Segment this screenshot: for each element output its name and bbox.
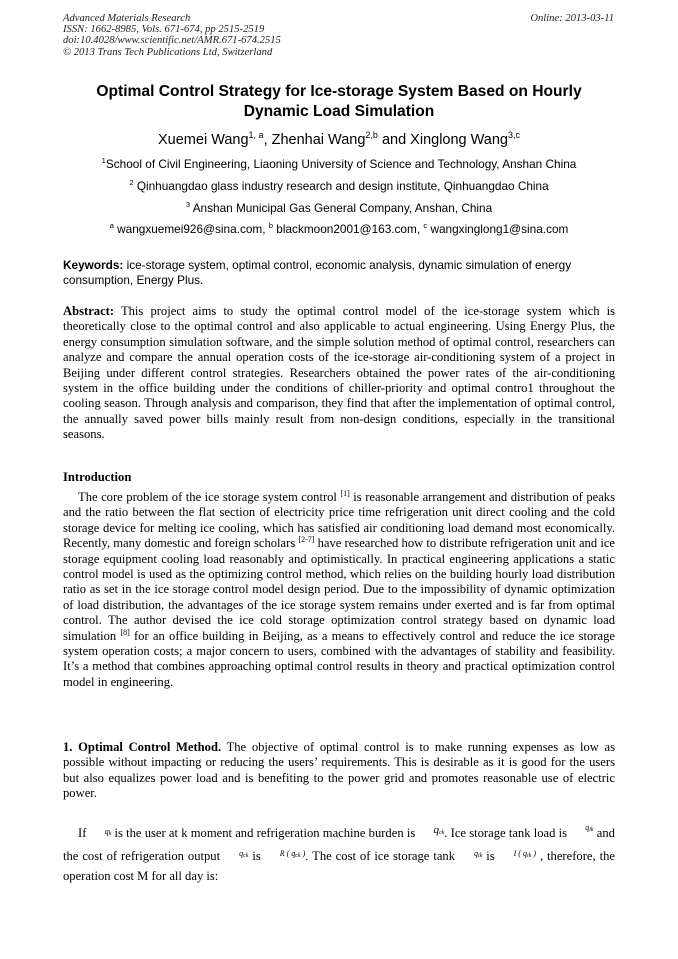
- affiliation-2: [63, 179, 615, 193]
- email-b[interactable]: blackmoon2001@163.com,: [273, 222, 424, 236]
- section-1-heading: 1. Optimal Control Method.: [63, 740, 222, 754]
- math-subscript: ck: [243, 853, 249, 859]
- keywords: [63, 258, 615, 287]
- math-symbol: R: [279, 849, 285, 858]
- math-subscript: ik: [477, 853, 483, 859]
- keywords-text: ice-storage system, optimal control, economic analysis, dynamic simulation of energy consumption, Energy Plus.: [63, 258, 572, 287]
- affiliation-3: [63, 201, 615, 215]
- intro-text: for an office building in Beijing, as a means to effectively control and reduce the ice storage system operation costs; a major concern to users, combined with the advantages of stability and feasibility. It’s a method that combines approaching optimal control results in theory and practical optimization control model in engineering.: [63, 628, 615, 689]
- abstract-label: Abstract:: [63, 304, 115, 318]
- math-symbol: q: [104, 827, 109, 836]
- formula-text: and the cost of refrigeration output: [63, 826, 615, 863]
- citation: [8]: [120, 627, 130, 637]
- math-subscript: ik: [589, 827, 594, 833]
- math-symbol: q: [585, 823, 590, 832]
- math-symbol: q: [522, 849, 527, 858]
- journal-name: Advanced Materials Research: [63, 13, 191, 24]
- intro-text: is reasonable arrangement and distribution of peaks and the ratio between the flat section of electricity price time refrigeration unit direct cooling and the cold storage device for melting ice cooling, which has satisfied air conditioning load demand most economically. Recently, many domestic and foreign scholars: [63, 490, 615, 551]
- math-symbol: q: [473, 849, 478, 858]
- author-superscript: 2,b: [365, 130, 378, 140]
- math-paren: (: [516, 849, 523, 858]
- affiliation-text: Anshan Municipal Gas General Company, Anshan, China: [190, 201, 493, 215]
- formula-text: . The cost of ice storage tank: [305, 849, 459, 863]
- math-q-ck: [418, 820, 444, 843]
- math-paren: ): [300, 849, 306, 858]
- intro-text: The core problem of the ice storage system control: [78, 490, 341, 504]
- online-date: Online: 2013-03-11: [530, 13, 614, 24]
- author-list: [63, 131, 615, 149]
- math-subscript: ik: [526, 853, 532, 859]
- math-subscript: ck: [438, 830, 445, 836]
- email-superscript: c: [423, 221, 428, 230]
- math-symbol: q: [239, 849, 244, 858]
- author-separator: ,: [263, 132, 272, 148]
- keywords-label: Keywords:: [63, 258, 124, 272]
- abstract: [63, 304, 615, 443]
- math-subscript: ck: [295, 853, 301, 859]
- affiliation-superscript: 2: [129, 178, 134, 187]
- formula-text: is the user at k moment and refrigeration machine burden is: [111, 826, 419, 840]
- math-R-qck: [265, 844, 306, 866]
- affiliation-superscript: 1: [101, 156, 106, 165]
- issn-line: ISSN: 1662-8985, Vols. 671-674, pp 2515-2519: [63, 24, 265, 36]
- author-superscript: 1, a: [248, 130, 264, 140]
- email-a[interactable]: wangxuemei926@sina.com,: [113, 222, 269, 236]
- math-symbol: q: [433, 824, 439, 836]
- math-symbol: q: [291, 849, 296, 858]
- affiliation-1: [63, 157, 615, 171]
- formula-text: is: [248, 849, 265, 863]
- math-subscript: k: [108, 831, 112, 837]
- email-c[interactable]: wangxinglong1@sina.com: [427, 222, 569, 236]
- math-q-ik: [570, 818, 593, 840]
- formula-paragraph: [63, 818, 615, 886]
- author-separator: and: [377, 132, 411, 148]
- citation: [2-7]: [298, 535, 315, 545]
- email-line: [63, 222, 615, 236]
- email-superscript: a: [109, 221, 114, 230]
- math-I-qik: [499, 844, 536, 866]
- formula-text: If: [78, 826, 90, 840]
- affiliation-superscript: 3: [185, 200, 191, 209]
- citation: [1]: [340, 489, 350, 498]
- paper-title: Optimal Control Strategy for Ice-storage System Based on Hourly Dynamic Load Simulation: [96, 83, 582, 120]
- math-symbol: I: [513, 849, 517, 858]
- author-name: Zhenhai Wang: [271, 132, 366, 148]
- math-q-ik: [459, 844, 482, 866]
- section-1-paragraph: [63, 740, 615, 802]
- copyright-line: © 2013 Trans Tech Publications Ltd, Switzerland: [63, 46, 273, 58]
- affiliation-text: School of Civil Engineering, Liaoning University of Science and Technology, Anshan China: [105, 157, 577, 171]
- formula-text: . Ice storage tank load is: [444, 826, 571, 840]
- math-paren: ): [531, 849, 536, 858]
- abstract-text: This project aims to study the optimal control model of the ice-storage system which is theoretically close to the optimal control and also applicable to actual engineering. Using Energy Plus, the energy consumption simulation software, and the simple solution method of optimal control, researchers can analyze and compare the annual operation costs of the ice-storage air-conditioning system of a project in Beijing under different control strategies. Researchers obtained the power rates of the air-conditioning system in the office building under the conditions of chiller-priority and optimal contro1 throughout the cooling season. Through analysis and comparison, they find that after the implementation of optimal control, the annually saved power bills mainly result from non-design conditions, especially in the transitional seasons.: [63, 304, 615, 442]
- math-q-k: [90, 822, 112, 844]
- formula-text: is: [482, 849, 499, 863]
- email-superscript: b: [268, 221, 274, 230]
- formula-text: , therefore, the operation cost M for all day is:: [63, 849, 615, 883]
- introduction-heading: Introduction: [63, 470, 132, 484]
- journal-header: [63, 13, 281, 58]
- intro-text: have researched how to distribute refrigeration unit and ice storage equipment cooling load reasonably and optimistically. In practical engineering applications a static control model is used as the optimizing control method, which relies on the building hourly load distribution ratio as set in the ice storage control model design period. Due to the impossibility of dynamic optimization of load distribution, the advantages of the ice storage system remains under exerted and is far from optimal control. The author devised the ice cold storage optimization control strategy based on dynamic load simulation: [63, 536, 616, 643]
- math-paren: (: [284, 849, 292, 858]
- author-superscript: 3,c: [507, 130, 520, 140]
- author-name: Xuemei Wang: [158, 132, 249, 148]
- math-q-ck: [224, 844, 248, 866]
- introduction-paragraph: [63, 490, 615, 690]
- section-1-text: The objective of optimal control is to make running expenses as low as possible without impacting or reducing the users’ requirements. This is desirable as it is good for the users but also equalizes power load and is benefiting to the power grid and promotes reasonable use of electric power.: [63, 740, 615, 801]
- affiliation-text: Qinhuangdao glass industry research and design institute, Qinhuangdao China: [133, 179, 549, 193]
- doi-line[interactable]: doi:10.4028/www.scientific.net/AMR.671-674.2515: [63, 35, 281, 47]
- author-name: Xinglong Wang: [410, 132, 508, 148]
